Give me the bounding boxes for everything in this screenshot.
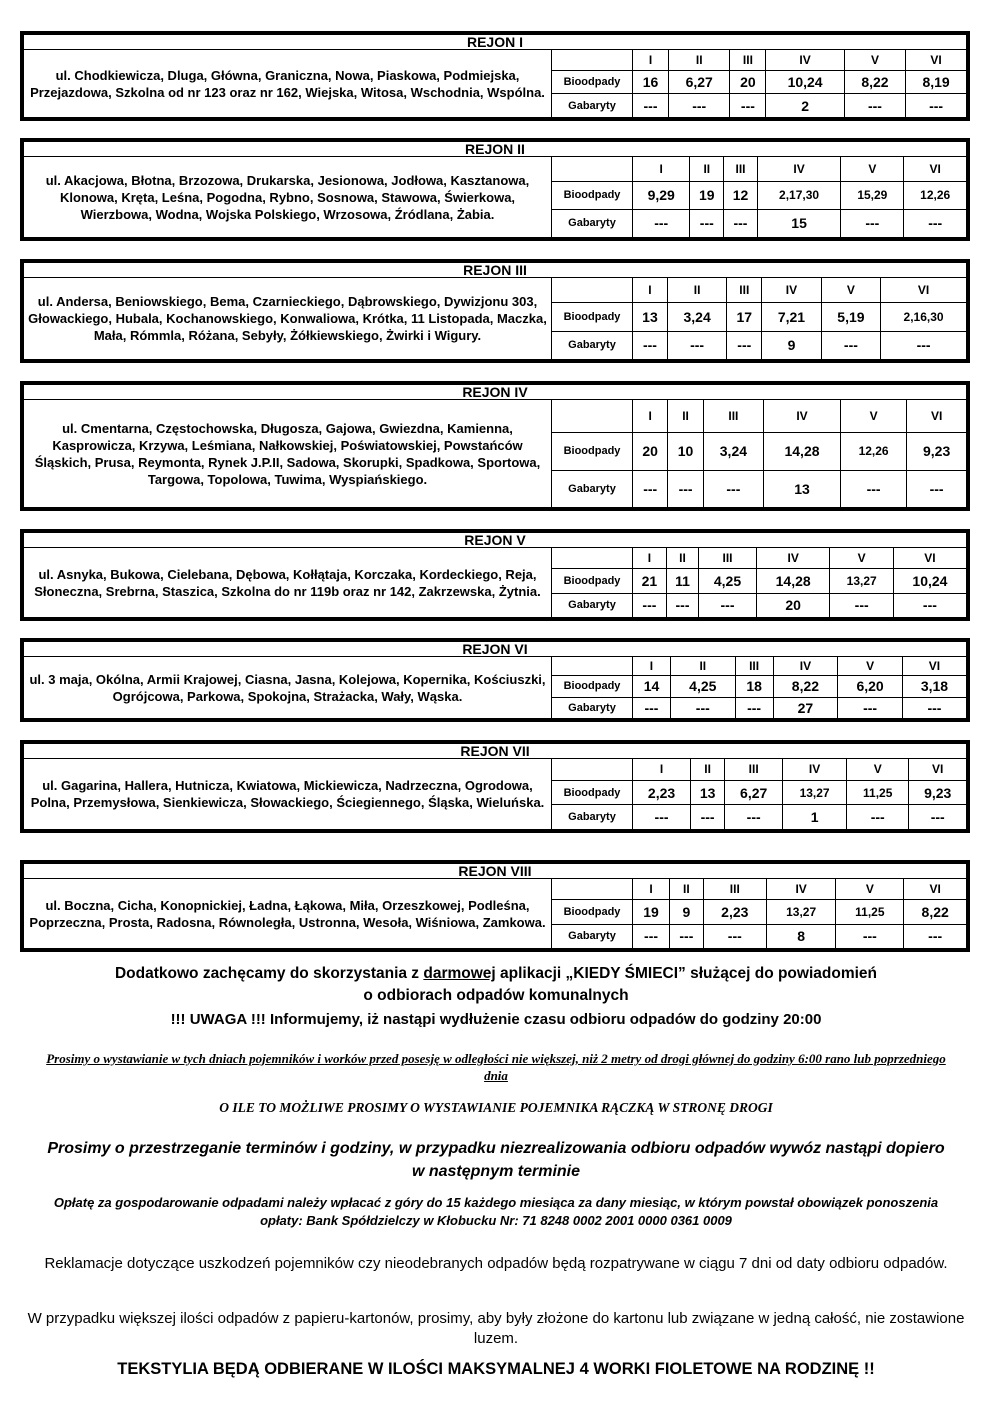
- month-header: V: [840, 400, 906, 432]
- bulky-row: [552, 209, 966, 237]
- app-notice: [0, 963, 992, 1007]
- schedule-table: [552, 879, 966, 948]
- month-header: III: [699, 548, 757, 569]
- bulky-row: [552, 470, 966, 507]
- bio-date-cell: 14,28: [756, 569, 830, 593]
- bulky-date-cell: ---: [838, 697, 903, 718]
- month-header: IV: [766, 50, 844, 70]
- month-header: VI: [907, 400, 966, 432]
- bio-row: [552, 675, 966, 697]
- header-blank-cell: [552, 50, 633, 70]
- bio-date-cell: 12,26: [840, 432, 906, 470]
- bio-date-cell: 8,22: [844, 70, 905, 94]
- region-8: [20, 860, 970, 952]
- month-header: II: [691, 759, 725, 780]
- bulky-date-cell: 13: [764, 470, 841, 507]
- placement-notice: Prosimy o wystawianie w tych dniach pojemników i worków przed posesję w odległości nie większej, niż 2 metry od drogi głównej do godziny 6:00 rano lub poprzedniego dnia: [46, 1051, 946, 1083]
- street-list: ul. Asnyka, Bukowa, Cielebana, Dębowa, Kołłątaja, Korczaka, Kordeckiego, Reja, Słoneczna, Srebrna, Staszica, Szkolna do nr 119b oraz nr 142, Zakrzewska, Żytnia.: [24, 548, 552, 617]
- street-list: ul. Chodkiewicza, Dluga, Główna, Graniczna, Nowa, Piaskowa, Podmiejska, Przejazdowa, Szkolna od nr 123 oraz nr 162, Wiejska, Witosa, Wschodnia, Wspólna.: [24, 50, 552, 117]
- row-label: Bioodpady: [552, 780, 633, 805]
- bio-date-cell: 2,23: [703, 900, 766, 924]
- bio-date-cell: 20: [633, 432, 668, 470]
- row-label: Bioodpady: [552, 70, 633, 94]
- region-title: REJON VI: [24, 642, 966, 657]
- bulky-date-cell: ---: [703, 470, 763, 507]
- month-header: II: [666, 548, 698, 569]
- bulky-date-cell: ---: [893, 593, 966, 617]
- street-list: ul. Cmentarna, Częstochowska, Długosza, Gajowa, Gwiezdna, Kamienna, Kasprowicza, Krzywa, Leśmiana, Nałkowskiej, Poświatowskiej, Powstańców Śląskich, Prusa, Reymonta, Rynek J.P.II, Sadowa, Skorupki, Spadkowa, Sportowa, Targowa, Topolowa, Tuwima, Wyspiańskiego.: [24, 400, 552, 507]
- bio-date-cell: 9,29: [633, 181, 690, 209]
- bulky-date-cell: ---: [840, 470, 906, 507]
- month-header: V: [838, 657, 903, 675]
- bio-date-cell: 13,27: [783, 780, 847, 805]
- warning-notice: !!! UWAGA !!! Informujemy, iż nastąpi wydłużenie czasu odbioru odpadów do godziny 20:00: [170, 1011, 822, 1028]
- month-header: V: [841, 157, 904, 181]
- month-header: IV: [773, 657, 838, 675]
- month-header: VI: [904, 157, 966, 181]
- row-label: Gabaryty: [552, 470, 633, 507]
- street-list: ul. Akacjowa, Błotna, Brzozowa, Drukarska, Jesionowa, Jodłowa, Kasztanowa, Klonowa, Kręta, Leśna, Pogodna, Rybno, Sosnowa, Stawowa, Świerkowa, Wierzbowa, Wodna, Wojska Polskiego, Wrzosowa, Źródlana, Żabia.: [24, 157, 552, 237]
- region-body: [24, 548, 966, 617]
- bio-date-cell: 21: [633, 569, 667, 593]
- row-label: Bioodpady: [552, 181, 633, 209]
- bulky-date-cell: ---: [690, 209, 724, 237]
- bulky-date-cell: ---: [830, 593, 893, 617]
- region-body: [24, 157, 966, 237]
- region-title: REJON IV: [24, 385, 966, 400]
- bulky-date-cell: ---: [725, 805, 783, 829]
- bio-date-cell: 4,25: [670, 675, 735, 697]
- month-header: III: [730, 50, 766, 70]
- bio-date-cell: 11,25: [846, 780, 908, 805]
- month-header: IV: [783, 759, 847, 780]
- app-notice-free: darmowej: [423, 965, 496, 982]
- bulky-date-cell: ---: [633, 331, 668, 359]
- schedule-table: [552, 548, 966, 617]
- month-header: III: [725, 759, 783, 780]
- bulky-row: [552, 805, 966, 829]
- bio-date-cell: 5,19: [821, 302, 880, 331]
- region-body: [24, 657, 966, 718]
- bio-date-cell: 9,23: [907, 432, 966, 470]
- month-header: VI: [906, 50, 966, 70]
- app-notice-text-2: aplikacji „KIEDY ŚMIECI” służącej do powiadomień: [495, 965, 877, 982]
- month-header: III: [703, 879, 766, 900]
- month-header: VI: [909, 759, 966, 780]
- row-label: Gabaryty: [552, 331, 633, 359]
- bulky-row: [552, 924, 966, 948]
- bio-date-cell: 14: [633, 675, 671, 697]
- bulky-date-cell: 20: [756, 593, 830, 617]
- bulky-date-cell: ---: [881, 331, 966, 359]
- complaints-notice: Reklamacje dotyczące uszkodzeń pojemników czy nieodebranych odpadów będą rozpatrywane w ciągu 7 dni od daty odbioru odpadów.: [44, 1255, 948, 1272]
- bulky-date-cell: ---: [669, 94, 730, 117]
- bio-date-cell: 18: [735, 675, 773, 697]
- month-header: IV: [757, 157, 840, 181]
- month-header: II: [670, 657, 735, 675]
- header-blank-cell: [552, 879, 633, 900]
- month-header: III: [703, 400, 763, 432]
- region-title: REJON II: [24, 142, 966, 157]
- bio-date-cell: 8,19: [906, 70, 966, 94]
- bio-row: [552, 432, 966, 470]
- bulky-date-cell: 8: [766, 924, 835, 948]
- month-header: IV: [764, 400, 841, 432]
- month-header: VI: [893, 548, 966, 569]
- bulky-date-cell: ---: [906, 94, 966, 117]
- bio-date-cell: 20: [730, 70, 766, 94]
- street-list: ul. 3 maja, Okólna, Armii Krajowej, Ciasna, Jasna, Kolejowa, Kopernika, Kościuszki, Ogrójcowa, Parkowa, Spokojna, Strażacka, Wały, Wąska.: [24, 657, 552, 718]
- bulky-row: [552, 331, 966, 359]
- region-title: REJON V: [24, 533, 966, 548]
- bulky-date-cell: ---: [633, 209, 690, 237]
- bio-date-cell: 14,28: [764, 432, 841, 470]
- row-label: Gabaryty: [552, 924, 633, 948]
- bio-row: [552, 900, 966, 924]
- textiles-notice: TEKSTYLIA BĘDĄ ODBIERANE W ILOŚCI MAKSYMALNEJ 4 WORKI FIOLETOWE NA RODZINĘ !!: [117, 1360, 875, 1378]
- bulky-date-cell: ---: [633, 805, 691, 829]
- region-7: [20, 740, 970, 833]
- month-header: II: [669, 50, 730, 70]
- month-header: IV: [766, 879, 835, 900]
- row-label: Bioodpady: [552, 900, 633, 924]
- schedule-table: [552, 157, 966, 237]
- month-header: V: [821, 278, 880, 302]
- bulky-date-cell: ---: [836, 924, 904, 948]
- month-header: V: [830, 548, 893, 569]
- bulky-date-cell: ---: [633, 593, 667, 617]
- row-label: Gabaryty: [552, 593, 633, 617]
- region-title: REJON VII: [24, 744, 966, 759]
- bulky-date-cell: 1: [783, 805, 847, 829]
- bio-date-cell: 6,27: [725, 780, 783, 805]
- bio-date-cell: 9,23: [909, 780, 966, 805]
- month-header: I: [633, 157, 690, 181]
- bio-date-cell: 10,24: [893, 569, 966, 593]
- schedule-table: [552, 278, 966, 359]
- bio-row: [552, 70, 966, 94]
- bulky-row: [552, 593, 966, 617]
- bulky-date-cell: ---: [633, 697, 671, 718]
- bio-date-cell: 3,18: [902, 675, 966, 697]
- app-notice-text: Dodatkowo zachęcamy do skorzystania z: [114, 965, 424, 982]
- handle-notice: O ILE TO MOŻLIWE PROSIMY O WYSTAWIANIE POJEMNIKA RĄCZKĄ W STRONĘ DROGI: [219, 1100, 773, 1115]
- month-header: II: [668, 400, 703, 432]
- row-label: Gabaryty: [552, 209, 633, 237]
- schedule-table: [552, 759, 966, 829]
- month-header-row: [552, 278, 966, 302]
- bulky-date-cell: ---: [902, 697, 966, 718]
- month-header: I: [633, 50, 669, 70]
- bio-date-cell: 13,27: [766, 900, 835, 924]
- month-header: II: [667, 278, 726, 302]
- bio-date-cell: 2,23: [633, 780, 691, 805]
- month-header-row: [552, 879, 966, 900]
- month-header: II: [690, 157, 724, 181]
- bio-date-cell: 7,21: [762, 302, 821, 331]
- month-header-row: [552, 548, 966, 569]
- payment-notice: Opłatę za gospodarowanie odpadami należy wpłacać z góry do 15 każdego miesiąca za dany miesiąc, w którym powstał obowiązek ponoszenia opłaty: Bank Spółdzielczy w Kłobucku Nr: 71 8248 0002 2001 0000 0361 0009: [53, 1195, 939, 1228]
- bulky-date-cell: ---: [907, 470, 966, 507]
- bio-date-cell: 13,27: [830, 569, 893, 593]
- bulky-date-cell: ---: [841, 209, 904, 237]
- header-blank-cell: [552, 759, 633, 780]
- month-header-row: [552, 400, 966, 432]
- month-header-row: [552, 50, 966, 70]
- bio-date-cell: 10: [668, 432, 703, 470]
- region-body: [24, 50, 966, 117]
- bulky-date-cell: ---: [821, 331, 880, 359]
- month-header: IV: [762, 278, 821, 302]
- month-header: I: [633, 400, 668, 432]
- bulky-date-cell: 27: [773, 697, 838, 718]
- region-2: [20, 138, 970, 241]
- bio-date-cell: 9: [670, 900, 704, 924]
- header-blank-cell: [552, 657, 633, 675]
- row-label: Bioodpady: [552, 432, 633, 470]
- bio-date-cell: 6,27: [669, 70, 730, 94]
- bio-date-cell: 16: [633, 70, 669, 94]
- month-header: V: [846, 759, 908, 780]
- month-header: V: [836, 879, 904, 900]
- month-header: VI: [881, 278, 966, 302]
- month-header: VI: [902, 657, 966, 675]
- app-notice-line2: o odbiorach odpadów komunalnych: [363, 987, 629, 1004]
- bulky-date-cell: 15: [757, 209, 840, 237]
- bio-date-cell: 10,24: [766, 70, 844, 94]
- bulky-date-cell: ---: [667, 331, 726, 359]
- row-label: Bioodpady: [552, 302, 633, 331]
- bio-date-cell: 2,16,30: [881, 302, 966, 331]
- bulky-date-cell: ---: [909, 805, 966, 829]
- header-blank-cell: [552, 400, 633, 432]
- month-header: I: [633, 759, 691, 780]
- bio-date-cell: 4,25: [699, 569, 757, 593]
- bio-date-cell: 3,24: [667, 302, 726, 331]
- month-header: IV: [756, 548, 830, 569]
- bulky-date-cell: ---: [846, 805, 908, 829]
- region-title: REJON III: [24, 263, 966, 278]
- bulky-date-cell: ---: [691, 805, 725, 829]
- bio-date-cell: 3,24: [703, 432, 763, 470]
- bio-date-cell: 6,20: [838, 675, 903, 697]
- bulky-date-cell: ---: [904, 209, 966, 237]
- bio-row: [552, 780, 966, 805]
- region-title: REJON VIII: [24, 864, 966, 879]
- bulky-date-cell: ---: [633, 470, 668, 507]
- street-list: ul. Gagarina, Hallera, Hutnicza, Kwiatowa, Mickiewicza, Nadrzeczna, Ogrodowa, Polna, Przemysłowa, Sienkiewicza, Słowackiego, Ściegiennego, Śląska, Wieluńska.: [24, 759, 552, 829]
- region-body: [24, 759, 966, 829]
- bio-date-cell: 13: [691, 780, 725, 805]
- street-list: ul. Boczna, Cicha, Konopnickiej, Ładna, Łąkowa, Miła, Orzeszkowej, Podleśna, Poprzeczna, Prosta, Radosna, Równoległa, Ustronna, Wesoła, Wiśniowa, Zamkowa.: [24, 879, 552, 948]
- month-header: VI: [904, 879, 966, 900]
- schedule-table: [552, 400, 966, 507]
- month-header: II: [670, 879, 704, 900]
- row-label: Bioodpady: [552, 675, 633, 697]
- bulky-date-cell: ---: [724, 209, 758, 237]
- month-header: V: [844, 50, 905, 70]
- bio-date-cell: 8,22: [904, 900, 966, 924]
- region-6: [20, 638, 970, 722]
- bulky-date-cell: ---: [668, 470, 703, 507]
- bulky-date-cell: ---: [670, 697, 735, 718]
- region-5: [20, 529, 970, 621]
- month-header-row: [552, 657, 966, 675]
- bulky-date-cell: ---: [633, 94, 669, 117]
- month-header: III: [727, 278, 762, 302]
- bulky-date-cell: ---: [633, 924, 670, 948]
- bulky-date-cell: ---: [730, 94, 766, 117]
- region-3: [20, 259, 970, 363]
- month-header: I: [633, 548, 667, 569]
- bulky-date-cell: ---: [703, 924, 766, 948]
- header-blank-cell: [552, 278, 633, 302]
- bulky-date-cell: 2: [766, 94, 844, 117]
- schedule-table: [552, 657, 966, 718]
- bio-row: [552, 181, 966, 209]
- row-label: Gabaryty: [552, 94, 633, 117]
- bulky-date-cell: 9: [762, 331, 821, 359]
- terms-notice: Prosimy o przestrzeganie terminów i godziny, w przypadku niezrealizowania odbioru odpadów wywóz nastąpi dopiero w następnym terminie: [47, 1140, 945, 1180]
- month-header-row: [552, 157, 966, 181]
- bio-date-cell: 19: [633, 900, 670, 924]
- schedule-table: [552, 50, 966, 117]
- bio-date-cell: 13: [633, 302, 668, 331]
- region-title: REJON I: [24, 35, 966, 50]
- month-header-row: [552, 759, 966, 780]
- bio-date-cell: 19: [690, 181, 724, 209]
- region-body: [24, 879, 966, 948]
- bulky-date-cell: ---: [735, 697, 773, 718]
- region-body: [24, 278, 966, 359]
- paper-notice: W przypadku większej ilości odpadów z papieru-kartonów, prosimy, aby były złożone do kartonu lub związane w jedną całość, nie zostawione luzem.: [27, 1310, 965, 1347]
- bio-date-cell: 17: [727, 302, 762, 331]
- bulky-date-cell: ---: [727, 331, 762, 359]
- street-list: ul. Andersa, Beniowskiego, Bema, Czarnieckiego, Dąbrowskiego, Dywizjonu 303, Głowackiego, Hubala, Kochanowskiego, Konwaliowa, Krótka, 11 Listopada, Maczka, Mała, Rómmla, Różana, Sebyły, Żółkiewskiego, Żwirki i Wigury.: [24, 278, 552, 359]
- month-header: III: [735, 657, 773, 675]
- header-blank-cell: [552, 548, 633, 569]
- row-label: Gabaryty: [552, 697, 633, 718]
- region-body: [24, 400, 966, 507]
- bulky-date-cell: ---: [670, 924, 704, 948]
- header-blank-cell: [552, 157, 633, 181]
- month-header: III: [724, 157, 758, 181]
- bio-date-cell: 11: [666, 569, 698, 593]
- bulky-date-cell: ---: [666, 593, 698, 617]
- bulky-row: [552, 94, 966, 117]
- bio-date-cell: 12,26: [904, 181, 966, 209]
- bio-date-cell: 2,17,30: [757, 181, 840, 209]
- bulky-date-cell: ---: [699, 593, 757, 617]
- region-1: [20, 31, 970, 121]
- bulky-row: [552, 697, 966, 718]
- bio-date-cell: 8,22: [773, 675, 838, 697]
- bio-date-cell: 12: [724, 181, 758, 209]
- month-header: I: [633, 278, 668, 302]
- bio-date-cell: 15,29: [841, 181, 904, 209]
- bio-row: [552, 569, 966, 593]
- bio-date-cell: 11,25: [836, 900, 904, 924]
- region-4: [20, 381, 970, 511]
- bulky-date-cell: ---: [844, 94, 905, 117]
- month-header: I: [633, 879, 670, 900]
- row-label: Gabaryty: [552, 805, 633, 829]
- month-header: I: [633, 657, 671, 675]
- row-label: Bioodpady: [552, 569, 633, 593]
- bulky-date-cell: ---: [904, 924, 966, 948]
- bio-row: [552, 302, 966, 331]
